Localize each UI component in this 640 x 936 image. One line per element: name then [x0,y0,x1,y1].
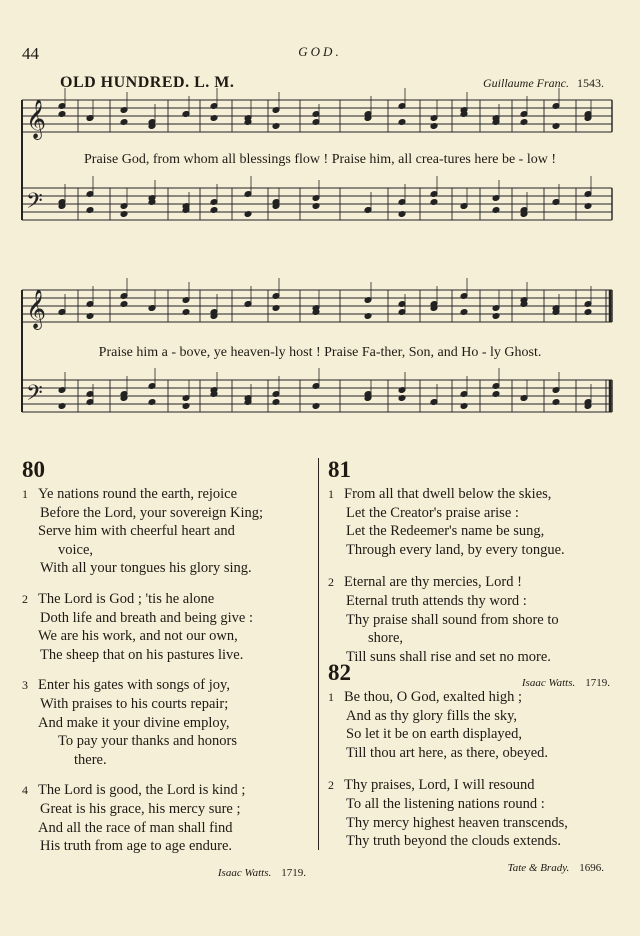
page-number: 44 [22,44,39,63]
svg-text:𝄞: 𝄞 [26,289,47,329]
column-divider [318,458,319,850]
verse [328,776,624,850]
svg-text:𝄞: 𝄞 [26,99,47,139]
verse-line: Thy mercy highest heaven transcends, [346,814,568,831]
tune-name: OLD HUNDRED. L. M. [60,74,235,91]
hymn-81-text [328,485,624,693]
verse-line: Great is his grace, his mercy sure ; [40,800,241,817]
verse-line: Doth life and breath and being give : [40,609,254,626]
verse-line: Till thou art here, as there, obeyed. [346,744,549,761]
verse-line: Thy praise shall sound from shore to [346,611,559,628]
verse-line: The sheep that on his pastures live. [40,646,244,663]
verse-number: 4 [22,783,28,798]
verse-line: His truth from age to age endure. [40,838,233,855]
hymn-82-number: 82 [328,660,351,685]
verse-number: 1 [22,487,28,501]
author-year: 1719. [585,677,610,690]
hymn-80-text [22,485,314,882]
verse-line: To pay your thanks and honors [58,733,237,750]
verse-line: Enter his gates with songs of joy, [38,677,230,694]
svg-text:𝄢: 𝄢 [26,189,43,219]
lyric-line-2: Praise him a - bove, ye heaven-ly host ! Praise Fa-ther, Son, and Ho - ly Ghost. [98,345,542,360]
composer-year: 1543. [577,76,604,90]
verse-line: Through every land, by every tongue. [346,541,565,558]
verse [22,781,314,855]
verse-line: Thy praises, Lord, I will resound [344,777,535,794]
verse-line: Ye nations round the earth, rejoice [38,486,238,502]
verse [328,688,624,762]
author-year: 1696. [579,861,604,874]
verse-line: Before the Lord, your sovereign King; [40,504,264,521]
verse-line: From all that dwell below the skies, [344,486,552,502]
verse-line: Till suns shall rise and set no more. [346,648,551,665]
verse-line: We are his work, and not our own, [38,628,238,645]
svg-text:𝄢: 𝄢 [26,381,43,411]
verse-number: 2 [328,778,334,793]
verse-line: The Lord is God ; 'tis he alone [38,590,215,607]
author-name: Isaac Watts. [521,677,576,690]
verse-line: Serve him with cheerful heart and [38,523,235,540]
verse-line: shore, [368,630,404,647]
verse-line: Let the Creator's praise arise : [346,504,519,521]
verse [328,573,624,666]
verse-line: voice, [58,541,94,558]
verse-line: Eternal truth attends thy word : [346,592,527,609]
verse-line: Thy truth beyond the clouds extends. [346,833,562,850]
verse [22,485,314,578]
author-name: Tate & Brady. [507,861,570,874]
verse-number: 1 [328,690,334,704]
verse-line: With praises to his courts repair; [40,695,229,712]
verse-line: The Lord is good, the Lord is kind ; [38,782,246,799]
author-year: 1719. [281,866,306,879]
verse-line: And make it your divine employ, [38,714,230,731]
verse-number: 2 [328,575,334,590]
verse-line: To all the listening nations round : [346,795,545,812]
verse-line: With all your tongues his glory sing. [40,560,252,577]
hymn-80-author [22,864,314,883]
verse-line: Let the Redeemer's name be sung, [346,523,545,540]
verse-line: there. [74,751,107,768]
verse [328,485,624,559]
hymn-81-number: 81 [328,457,351,482]
music-score [0,0,640,440]
verse-line: And all the race of man shall find [38,819,233,836]
verse-line: So let it be on earth displayed, [346,726,522,743]
verse [22,676,314,769]
verse-line: Be thou, O God, exalted high ; [344,689,523,705]
hymn-82-text [328,688,624,877]
verse-line: Eternal are thy mercies, Lord ! [344,574,522,591]
verse [22,590,314,664]
hymn-80-number: 80 [22,457,45,482]
author-name: Isaac Watts. [217,866,272,879]
verse-number: 3 [22,678,28,693]
verse-number: 1 [328,487,334,501]
lyric-line-1: Praise God, from whom all blessings flow ! Praise him, all crea-tures here be - low ! [84,152,556,167]
composer-name: Guillaume Franc. [483,76,569,90]
hymn-82-author [328,859,624,878]
verse-line: And as thy glory fills the sky, [346,707,518,724]
running-head: GOD. [298,44,342,59]
verse-number: 2 [22,591,28,606]
